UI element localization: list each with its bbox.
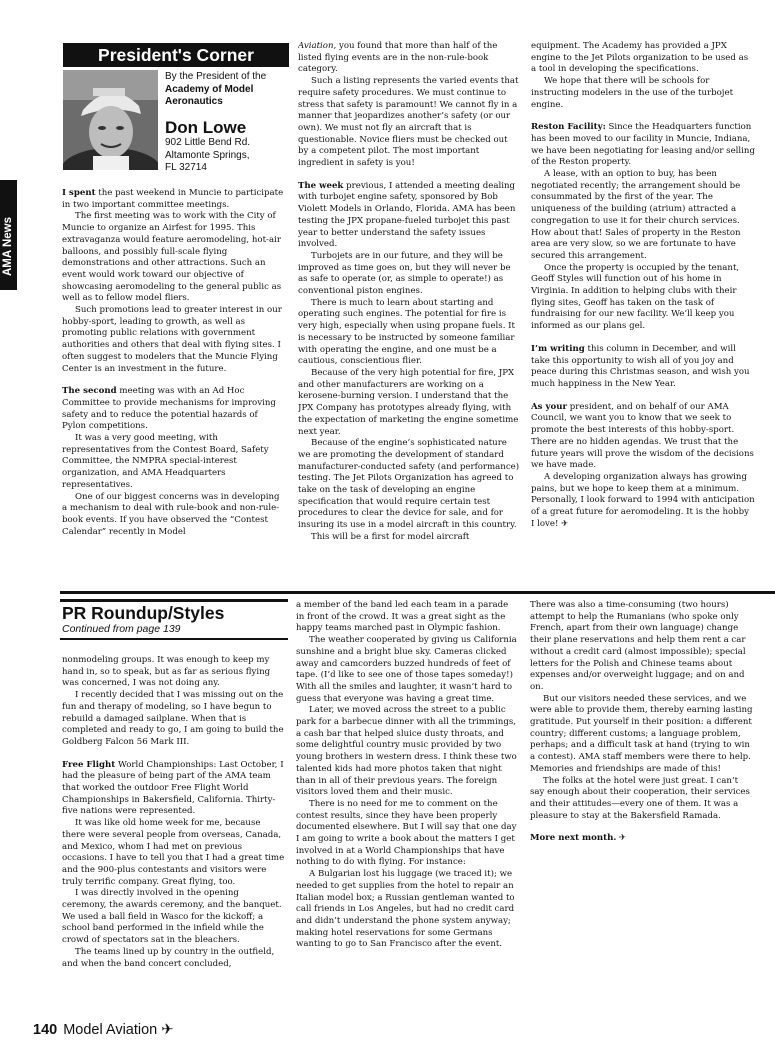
- address-line-2: Altamonte Springs,: [165, 149, 250, 161]
- section-divider: [60, 591, 775, 594]
- paragraph-text: Because of the engine’s sophisticated nature we are promoting the development of standard manufacturer-conducted safety (and performance) testing. The Jet Pilots Organization has agreed to take on the task of developing an engine specification that would require certain test procedures to clear the device for sale, and for insuring its use in a model aircraft in this country.: [298, 438, 520, 531]
- paragraph-text: The folks at the hotel were just great. I can’t say enough about their cooperation, their services and their attitudes—every one of them. It was a pleasure to stay at the Bakersfield Ramada.: [530, 775, 750, 821]
- paragraph: [62, 818, 285, 888]
- paragraph-text: This will be a first for model aircraft: [311, 531, 470, 542]
- paragraph: [62, 305, 284, 375]
- paragraph: [531, 169, 755, 263]
- paragraph: [298, 438, 520, 532]
- author-byline: [165, 71, 291, 109]
- paragraph: [530, 776, 754, 823]
- paragraph: [296, 600, 518, 635]
- paragraph: [530, 694, 754, 776]
- article-column-1: [62, 188, 284, 574]
- paragraph-text: meeting was with an Ad Hoc Committee to provide mechanisms for improving safety and to reduce the potential hazards of Pylon competitions.: [62, 386, 276, 432]
- paragraph-text: One of our biggest concerns was in developing a mechanism to deal with rule-book and non-rule-book events. If you have observed the “Contest Calendar” recently in Model: [62, 491, 280, 537]
- paragraph-lead-in: I spent: [62, 188, 96, 198]
- paragraph: [62, 492, 284, 539]
- paragraph-lead-in: The second: [62, 386, 117, 397]
- paragraph-italic: Aviation,: [298, 41, 337, 51]
- author-photo: [63, 70, 158, 170]
- paragraph: [530, 833, 754, 845]
- paragraph: [296, 635, 518, 705]
- paragraph-text: It was a very good meeting, with representatives from the Contest Board, Safety Committee, the NMPRA special-interest organization, and AMA Headquarters representatives.: [62, 433, 269, 490]
- paragraph: [298, 76, 520, 170]
- pr-subtitle-rule: [60, 638, 288, 640]
- paragraph: [298, 41, 520, 76]
- pr-continued-from: Continued from page 139: [62, 623, 181, 635]
- paragraph-lead-in: Reston Facility:: [531, 122, 606, 133]
- column-title: President's Corner: [63, 43, 289, 67]
- magazine-name: Model Aviation ✈: [63, 1022, 174, 1038]
- paragraph-lead-in: More next month.: [530, 833, 617, 844]
- paragraph: [62, 947, 285, 970]
- paragraph: [298, 181, 520, 251]
- paragraph: [298, 298, 520, 368]
- paragraph: [296, 869, 518, 951]
- paragraph-text: I was directly involved in the opening ceremony, the awards ceremony, and the banquet. We used a ball field in Wasco for the kickoff; a school band performed in the infield while the crowd of spectators sat in the bleachers.: [62, 888, 282, 946]
- paragraph: [62, 211, 284, 305]
- paragraph-text: you found that more than half of the listed flying events are in the non-rule-book category.: [298, 41, 498, 75]
- pr-title-rule: [60, 599, 288, 602]
- author-name: Don Lowe: [165, 118, 247, 137]
- paragraph-text: Later, we moved across the street to a public park for a barbecue dinner with all the trimmings, a cash bar that helped sluice dusty throats, and some delightful country music provided by two young brothers in western dress. I think these two talented kids had more photos taken that night than in all of their previous years. The foreign visitors loved them and their music.: [296, 705, 517, 798]
- section-tab-label: AMA News: [2, 217, 14, 276]
- article-column-5: [296, 600, 518, 1011]
- paragraph: [296, 799, 518, 869]
- paragraph-text: equipment. The Academy has provided a JPX engine to the Jet Pilots organization to be used as a tool in developing the specifications.: [531, 41, 749, 75]
- paragraph: [298, 368, 520, 438]
- paragraph-text: A lease, with an option to buy, has been negotiated recently; the arrangement should be consummated by the first of the year. The uniqueness of the building (atrium) attracted a congregation to use it for their church services. How about that! Sales of property in the Reston area are very slow, so we are fortunate to have secured this arrangement.: [531, 169, 741, 261]
- paragraph-text: The weather cooperated by giving us California sunshine and a bright blue sky. Cameras clicked away and camcorders buzzed hundreds of feet of tape. (I’d like to see one of those tapes someday!) With all the smiles and laughter, it wasn’t hard to guess that everyone was having a great time.: [296, 635, 517, 704]
- paragraph: [296, 705, 518, 799]
- paragraph-text: ✈: [616, 833, 627, 844]
- paragraph: [531, 122, 755, 169]
- page-number: 140: [33, 1022, 58, 1038]
- byline-line-1: By the President of the: [165, 71, 267, 82]
- article-column-4: [62, 655, 285, 1011]
- paragraph: [530, 600, 754, 694]
- article-column-2: [298, 41, 520, 575]
- paragraph-lead-in: As your: [531, 401, 567, 412]
- paragraph: [531, 344, 755, 391]
- paragraph-text: Such promotions lead to greater interest in our hobby-sport, leading to growth, as well as promoting public relations with government authorities and others that deal with flying sites. I often suggest to modelers that the Muncie Flying Center is an investment in the future.: [62, 305, 282, 374]
- paragraph: [531, 41, 755, 76]
- paragraph-text: the past weekend in Muncie to participate in two important committee meetings.: [62, 188, 284, 210]
- paragraph: [62, 386, 284, 433]
- paragraph-text: There was also a time-consuming (two hours) attempt to help the Rumanians (who spoke only French, apart from their own language) change their plane reservations and help them rent a car without a credit card (almost impossible); special letters for the Polish and Chinese teams about expenses and/or overweight luggage; and on and on.: [530, 600, 746, 692]
- address-line-1: 902 Little Bend Rd.: [165, 137, 251, 148]
- paragraph-text: Because of the very high potential for fire, JPX and other manufacturers are working on a kerosene-burning version. I understand that the JPX Company has prototypes already flying, with the expectation of marketing the engine sometime next year.: [298, 367, 519, 437]
- paragraph-text: this column in December, and will take this opportunity to wish all of you joy and peace during this Christmas season, and wish you much happiness in the New Year.: [531, 343, 750, 389]
- paragraph: [62, 188, 284, 211]
- paragraph-text: president, and on behalf of our AMA Council, we want you to know that we seek to promote the best interests of this hobby-sport. There are no hidden agendas. We trust that the future years will prove the wisdom of the decisions we have made.: [531, 401, 754, 471]
- paragraph-text: It was like old home week for me, because there were several people from overseas, Canada, and Mexico, whom I had met on previous occasions. I have to tell you that I had a great time and the 900-plus contestants and visitors were truly terrific company. Great flying, too.: [62, 818, 285, 887]
- article-column-3: [531, 41, 755, 575]
- paragraph-text: There is no need for me to comment on the contest results, since they have been properly documented elsewhere. But I will say that one day I am going to write a book about the matters I get involved in at a World Championships that have nothing to do with flying. For instance:: [296, 798, 517, 868]
- paragraph: [531, 472, 755, 531]
- byline-line-3: Aeronautics: [165, 96, 223, 107]
- author-portrait-image: [63, 70, 158, 170]
- paragraph: [62, 690, 285, 749]
- paragraph: [531, 263, 755, 333]
- address-line-3: FL 32714: [165, 162, 207, 173]
- paragraph-text: The teams lined up by country in the outfield, and when the band concert concluded,: [62, 946, 275, 969]
- paragraph-text: Since the Headquarters function has been moved to our facility in Muncie, Indiana, we have been negotiating for leasing and/or selling of the Reston property.: [531, 122, 755, 168]
- paragraph: [298, 251, 520, 298]
- paragraph-text: We hope that there will be schools for instructing modelers in the use of the turbojet engine.: [531, 76, 734, 110]
- section-tab: [0, 180, 17, 290]
- paragraph-text: A Bulgarian lost his luggage (we traced it); we needed to get supplies from the hotel to repair an Italian model box; a Russian gentleman wanted to call friends in Los Angeles, but had no credit card and didn’t understand the phone system anyway; making hotel reservations for some Germans wanting to go to San Francisco after the event.: [296, 869, 515, 950]
- pr-article-title: PR Roundup/Styles: [62, 603, 225, 623]
- paragraph-text: Turbojets are in our future, and they will be improved as time goes on, but they will never be as safe to operate (or, as simple to operate!) as conventional piston engines.: [298, 250, 511, 297]
- paragraph-text: There is much to learn about starting and operating such engines. The potential for fire is very high, especially when using propane fuels. It is necessary to be instructed by someone familiar with operating the engine, and one must be a cautious, conscientious flier.: [298, 297, 516, 367]
- page-footer: [33, 1022, 173, 1038]
- article-column-6: [530, 600, 754, 900]
- paragraph-lead-in: Free Flight: [62, 759, 116, 770]
- byline-line-2: Academy of Model: [165, 83, 254, 95]
- paragraph: [62, 655, 285, 690]
- paragraph-text: World Championships: Last October, I had the pleasure of being part of the AMA team that worked the outdoor Free Flight World Championships in Bakersfield, California. Thirty-five nations were represented.: [62, 759, 284, 817]
- author-address: [165, 137, 291, 175]
- paragraph: [298, 532, 520, 544]
- paragraph-text: A developing organization always has growing pains, but we hope to keep them at a minimum. Personally, I look forward to 1994 with anticipation of a great future for aeromodeling. It is the hobby I love! ✈: [531, 471, 755, 529]
- paragraph-text: Once the property is occupied by the tenant, Geoff Styles will function out of his home in Virginia. In addition to helping clubs with their flying sites, Geoff has taken on the task of fundraising for our new facility. We’ll keep you informed as our plans gel.: [531, 262, 740, 332]
- paragraph-text: The first meeting was to work with the City of Muncie to organize an Airfest for 1995. This extravaganza would feature aeromodeling, hot-air balloons, and possibly full-scale flying demonstrations and other attractions. Such an event would work toward our objective of showcasing aeromodeling to the general public as well as to fellow model fliers.: [62, 211, 282, 304]
- paragraph-text: previous, I attended a meeting dealing with turbojet engine safety, sponsored by Bob Violett Models in Orlando, Florida. AMA has been testing the JPX propane-fueled turbojet this past year to better understand the safety issues involved.: [298, 180, 516, 250]
- paragraph-text: But our visitors needed these services, and we were able to provide them, thereby earning lasting gratitude. Put yourself in their position: a different country; different customs; a language problem, perhaps; and a difficult task at hand (trying to win a contest). AMA staff members were there to help. Memories and friendships are made of this!: [530, 693, 753, 774]
- paragraph-text: nonmodeling groups. It was enough to keep my hand in, so to speak, but as far as serious flying was concerned, I was not doing any.: [62, 655, 271, 689]
- paragraph: [531, 76, 755, 111]
- paragraph-text: Such a listing represents the varied events that require safety procedures. We must continue to stress that safety is paramount! We cannot fly in a manner that jeopardizes another’s safety (or our own). We must not fly an aircraft that is questionable. Novice fliers must be checked out by a competent pilot. The most important ingredient in safety is you!: [298, 76, 519, 169]
- paragraph: [62, 760, 285, 819]
- paragraph-lead-in: I’m writing: [531, 343, 585, 354]
- paragraph-text: I recently decided that I was missing out on the fun and therapy of modeling, so I have begun to rebuild a damaged sailplane. When that is completed and ready to go, I am going to build the Goldberg Falcon 56 Mark III.: [62, 690, 284, 747]
- paragraph-lead-in: The week: [298, 180, 344, 191]
- paragraph: [62, 433, 284, 492]
- paragraph: [62, 888, 285, 947]
- paragraph-text: a member of the band led each team in a parade in front of the crowd. It was a great sight as the happy teams marched past in Olympic fashion.: [296, 600, 509, 634]
- paragraph: [531, 402, 755, 472]
